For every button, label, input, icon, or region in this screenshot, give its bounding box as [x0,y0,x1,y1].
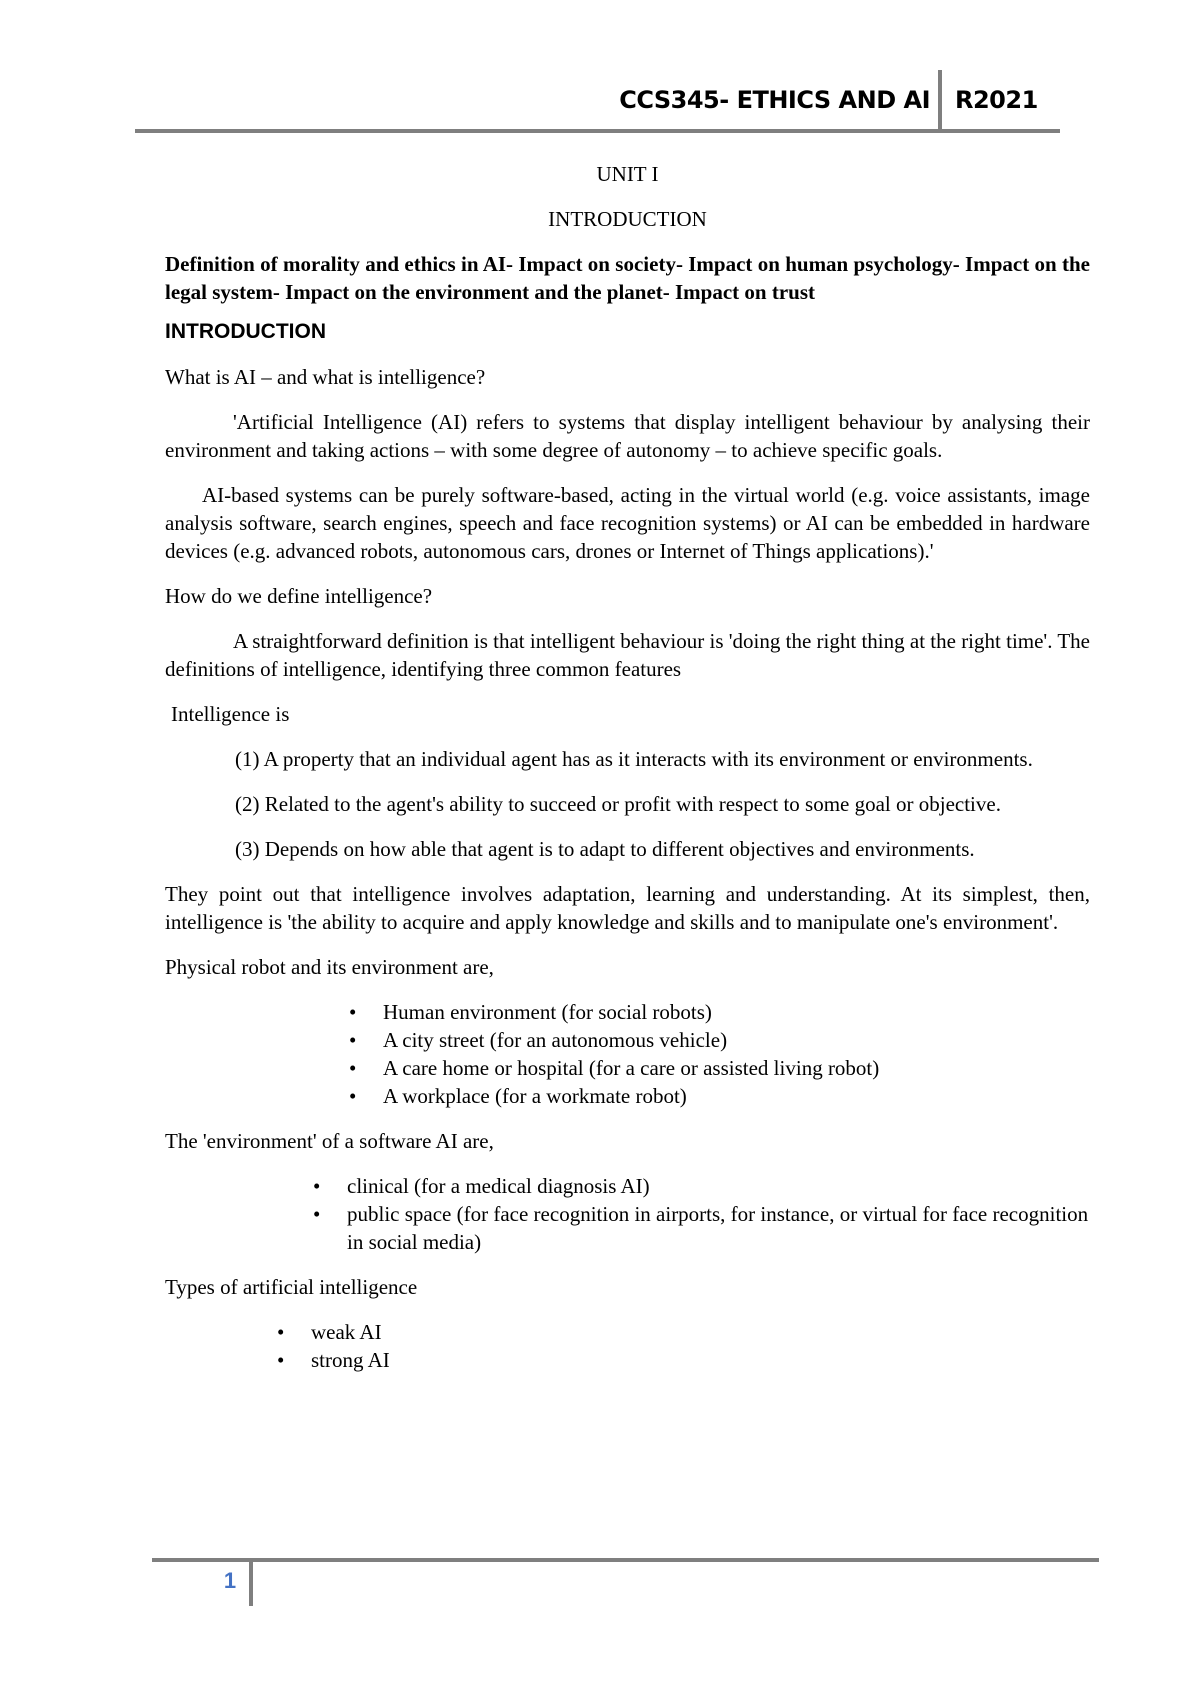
header-rule [135,129,1060,133]
unit-label: UNIT I [596,162,659,186]
bullet-icon: • [349,1056,357,1080]
software-environment-intro: The 'environment' of a software AI are, [165,1129,494,1153]
section-heading: INTRODUCTION [165,320,326,343]
software-environment-list [313,1172,1090,1256]
paragraph-ai-definition: 'Artificial Intelligence (AI) refers to systems that display intelligent behaviour by analysing their environment and taking actions – with some degree of autonomy – to achieve specific goals. [165,410,1090,462]
list-item: • A workplace (for a workmate robot) [349,1084,687,1108]
header-divider [938,70,942,133]
bullet-icon: • [313,1202,321,1226]
intelligence-is-label: Intelligence is [171,702,290,726]
ai-types-list [277,1318,1090,1374]
list-item: • public space (for face recognition in airports, for instance, or virtual for face recognition in social media) [313,1202,1089,1254]
list-item: • strong AI [277,1348,390,1372]
feature-item-2: (2) Related to the agent's ability to succeed or profit with respect to some goal or objective. [235,792,1001,816]
bullet-icon: • [349,1000,357,1024]
feature-item-1: (1) A property that an individual agent has as it interacts with its environment or environments. [235,747,1033,771]
footer-rule [152,1558,1099,1562]
list-item: • weak AI [277,1320,382,1344]
robot-environment-list [349,998,1090,1110]
page-number: 1 [223,1568,237,1593]
unit-title: INTRODUCTION [548,207,707,231]
list-item: • Human environment (for social robots) [349,1000,712,1024]
footer-divider [249,1558,253,1606]
bullet-icon: • [313,1174,321,1198]
bullet-icon: • [277,1348,285,1372]
header-regulation: R2021 [955,86,1038,114]
paragraph-ai-systems: AI-based systems can be purely software-based, acting in the virtual world (e.g. voice assistants, image analysis software, search engines, speech and face recognition systems) or AI can be embedded in hardware devices (e.g. advanced robots, autonomous cars, drones or Internet of Things applications).' [165,483,1090,563]
syllabus-topics: Definition of morality and ethics in AI- Impact on society- Impact on human psychology- Impact on the legal system- Impact on the environment and the planet- Impact on trust [165,252,1090,304]
bullet-icon: • [349,1084,357,1108]
question-define-intelligence: How do we define intelligence? [165,584,433,608]
paragraph-adaptation: They point out that intelligence involves adaptation, learning and understanding. At its simplest, then, intelligence is 'the ability to acquire and apply knowledge and skills and to manipulate one's environment'. [165,882,1090,934]
question-what-is-ai: What is AI – and what is intelligence? [165,365,486,389]
bullet-icon: • [349,1028,357,1052]
page-body [165,160,1090,1391]
header-course-title: CCS345- ETHICS AND AI [619,86,930,114]
types-intro: Types of artificial intelligence [165,1275,418,1299]
robot-environment-intro: Physical robot and its environment are, [165,955,494,979]
list-item: • A city street (for an autonomous vehicle) [349,1028,728,1052]
bullet-icon: • [277,1320,285,1344]
paragraph-definition: A straightforward definition is that intelligent behaviour is 'doing the right thing at the right time'. The definitions of intelligence, identifying three common features [165,629,1090,681]
list-item: • clinical (for a medical diagnosis AI) [313,1174,650,1198]
list-item: • A care home or hospital (for a care or assisted living robot) [349,1056,880,1080]
feature-item-3: (3) Depends on how able that agent is to adapt to different objectives and environments. [235,837,975,861]
